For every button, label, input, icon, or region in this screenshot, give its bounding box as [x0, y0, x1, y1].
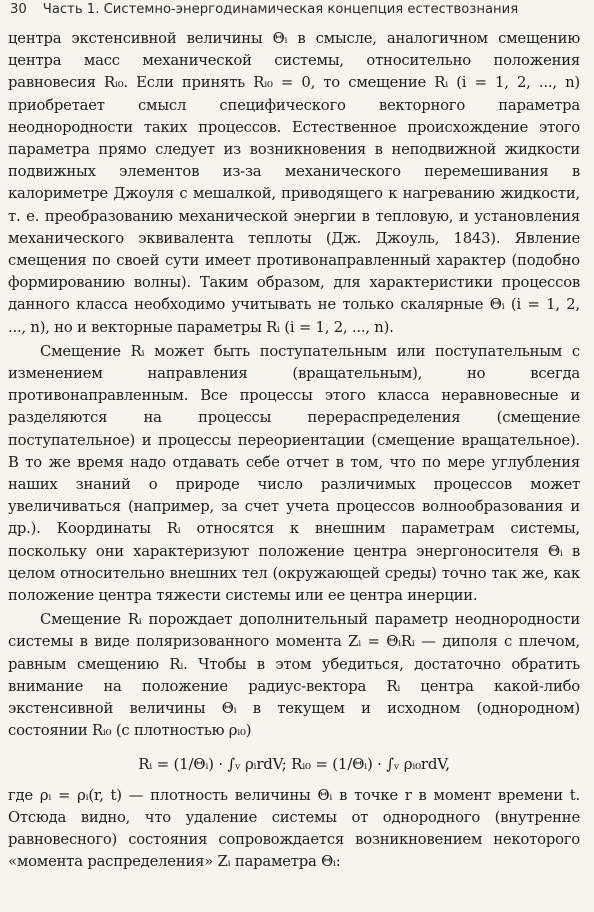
page-body — [8, 28, 580, 874]
formula: Rᵢ = (1/Θᵢ) · ∫ᵥ ρᵢrdV; Rᵢ₀ = (1/Θᵢ) · ∫ᵥ ρᵢ₀rdV, — [138, 754, 450, 773]
paragraph-2: Смещение Rᵢ может быть поступательным или поступательным с изменением направления (вращательным), но всегда противонаправленным. Все процессы этого класса неравновесные и разделяются на процессы перераспределения (смещение поступательное) и процессы переориентации (смещение вращательное). В то же время надо отдавать себе отчет в том, что по мере углубления наших знаний о природе число различимых процессов может увеличиваться (например, за счет учета процессов волнообразования и др.). Координаты Rᵢ относятся к внешним параметрам системы, поскольку они характеризуют положение центра энергоносителя Θᵢ в целом относительно внешних тел (окружающей среды) точно так же, как положение центра тяжести системы или ее центра инерции. — [8, 342, 580, 605]
running-header — [10, 2, 584, 24]
page-number: 30 — [10, 2, 27, 17]
paragraph-1: центра экстенсивной величины Θᵢ в смысле, аналогичном смещению центра масс механической системы, относительно положения равновесия Rᵢ₀. Если принять Rᵢ₀ = 0, то смещение Rᵢ (i = 1, 2, ..., n) приобретает смысл специфического векторного параметра неоднородности таких процессов. Естественное происхождение этого параметра прямо следует из возникновения в неподвижной жидкости подвижных элементов из-за механического перемешивания в калориметре Джоуля с мешалкой, приводящего к нагреванию жидкости, т. е. преобразованию механической энергии в тепловую, и установления механического эквивалента теплоты (Дж. Джоуль, 1843). Явление смещения по своей сути имеет противонаправленный характер (подобно формированию волны). Таким образом, для характеристики процессов данного класса необходимо учитывать не только скалярные Θᵢ (i = 1, 2, ..., n), но и векторные параметры Rᵢ (i = 1, 2, ..., n). — [8, 30, 580, 336]
paragraph-3: Смещение Rᵢ порождает дополнительный параметр неоднородности системы в виде поляризованного момента Zᵢ = ΘᵢRᵢ — диполя с плечом, равным смещению Rᵢ. Чтобы в этом убедиться, достаточно обратить внимание на положение радиус-вектора Rᵢ центра какой-либо экстенсивной величины Θᵢ в текущем и исходном (однородном) состоянии Rᵢ₀ (с плотностью ρᵢ₀) — [8, 611, 580, 740]
paragraph-4: где ρᵢ = ρᵢ(r, t) — плотность величины Θᵢ в точке r в момент времени t. Отсюда видно, что удаление системы от однородного (внутренне равновесного) состояния сопровождается возникновением некоторого «момента распределения» Zᵢ параметра Θᵢ: — [8, 786, 580, 871]
running-title: Часть 1. Системно-энергодинамическая концепция естествознания — [42, 2, 519, 17]
